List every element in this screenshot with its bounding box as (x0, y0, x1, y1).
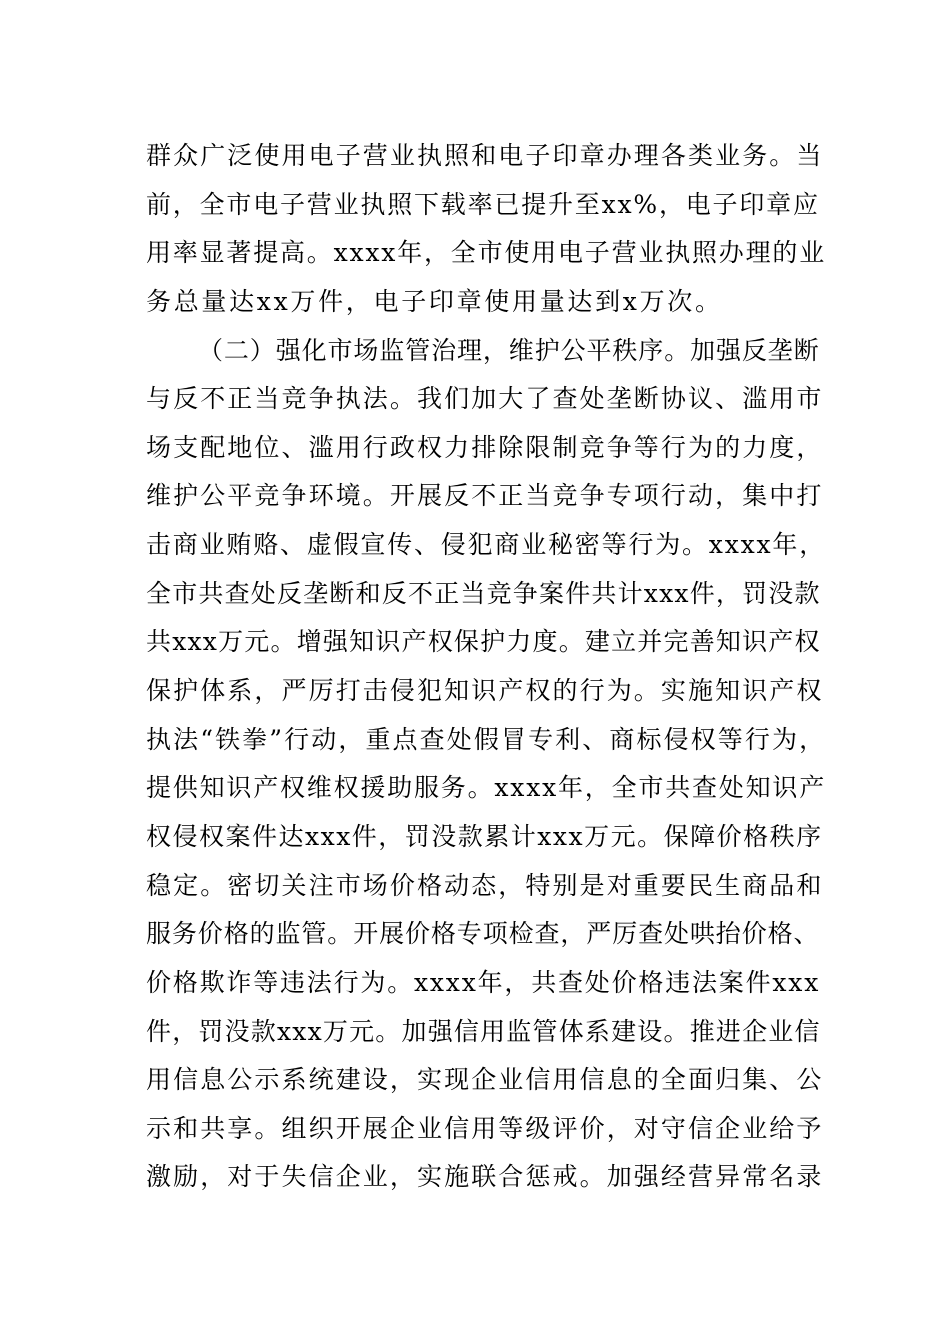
text-line-9: 击商业贿赂、虚假宣传、侵犯商业秘密等行为。xxxx年， (146, 530, 826, 560)
text-line-20: 用信息公示系统建设，实现企业信用信息的全面归集、公 (146, 1065, 824, 1095)
section-heading-line: （二）强化市场监管治理，维护公平秩序。加强反垄断 (198, 335, 820, 365)
text-line-10: 全市共查处反垄断和反不正当竞争案件共计xxx件，罚没款 (146, 578, 821, 608)
text-line-16: 稳定。密切关注市场价格动态，特别是对重要民生商品和 (146, 870, 824, 900)
text-line-19: 件，罚没款xxx万元。加强信用监管体系建设。推进企业信 (146, 1016, 821, 1046)
text-line-4: 务总量达xx万件，电子印章使用量达到x万次。 (146, 286, 723, 316)
text-line-2: 前，全市电子营业执照下载率已提升至xx%，电子印章应 (146, 189, 820, 219)
text-line-21: 示和共享。组织开展企业信用等级评价，对守信企业给予 (146, 1113, 824, 1143)
text-line-7: 场支配地位、滥用行政权力排除限制竞争等行为的力度， (146, 432, 824, 462)
text-line-13: 执法“铁拳”行动，重点查处假冒专利、商标侵权等行为， (146, 724, 827, 754)
body-text (146, 132, 827, 1202)
text-line-17: 服务价格的监管。开展价格专项检查，严厉查处哄抬价格、 (146, 919, 820, 949)
text-line-3: 用率显著提高。xxxx年，全市使用电子营业执照办理的业 (146, 238, 826, 268)
text-line-22: 激励，对于失信企业，实施联合惩戒。加强经营异常名录 (146, 1162, 824, 1192)
text-line-1: 群众广泛使用电子营业执照和电子印章办理各类业务。当 (146, 141, 824, 170)
text-line-18: 价格欺诈等违法行为。xxxx年，共查处价格违法案件xxx (146, 967, 821, 997)
text-line-8: 维护公平竞争环境。开展反不正当竞争专项行动，集中打 (146, 481, 824, 511)
text-line-14: 提供知识产权维权援助服务。xxxx年，全市共查处知识产 (146, 773, 826, 803)
text-line-12: 保护体系，严厉打击侵犯知识产权的行为。实施知识产权 (146, 676, 824, 706)
text-line-6: 与反不正当竞争执法。我们加大了查处垄断协议、滥用市 (146, 384, 824, 414)
text-line-15: 权侵权案件达xxx件，罚没款累计xxx万元。保障价格秩序 (146, 821, 823, 851)
text-line-11: 共xxx万元。增强知识产权保护力度。建立并完善知识产权 (146, 627, 821, 657)
